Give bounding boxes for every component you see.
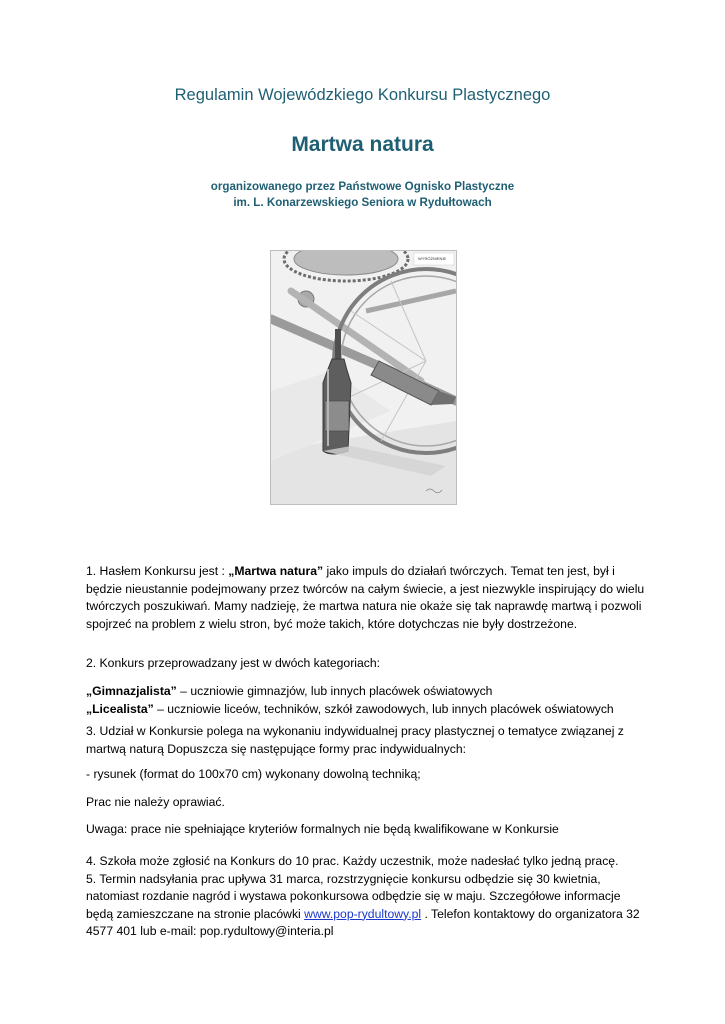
category-name: „Licealista” bbox=[86, 701, 154, 716]
organizer-line-1: organizowanego przez Państwowe Ognisko Plastyczne bbox=[210, 180, 515, 193]
categories-list bbox=[86, 683, 646, 718]
category-description: – uczniowie liceów, techników, szkół zawodowych, lub innych placówek oświatowych bbox=[153, 701, 614, 716]
section-1-prefix: 1. Hasłem Konkursu jest : bbox=[86, 564, 229, 578]
organizer-line-2: im. L. Konarzewskiego Seniora w Rydułtowach bbox=[233, 196, 492, 209]
section-5-paragraph bbox=[86, 871, 646, 941]
award-label: WYRÓŻNIENIE bbox=[418, 256, 447, 261]
section-3-paragraph: 3. Udział w Konkursie polega na wykonaniu indywidualnej pracy plastycznej o tematyce związanej z martwą naturą Dopuszcza się następujące formy prac indywidualnych: bbox=[86, 724, 624, 756]
category-item bbox=[86, 701, 646, 719]
contact-info: . Telefon kontaktowy do organizatora 32 4577 401 lub e-mail: pop.rydultowy@interia.pl bbox=[86, 906, 640, 938]
allowed-form-text: - rysunek (format do 100x70 cm) wykonany dowolną techniką; bbox=[86, 767, 421, 781]
section-2 bbox=[86, 655, 646, 673]
document-title: Martwa natura bbox=[291, 133, 434, 156]
category-item bbox=[86, 683, 646, 701]
pencil-drawing-bottle-bicycle-icon bbox=[271, 251, 456, 504]
contest-motto: „Martwa natura” bbox=[228, 564, 324, 578]
category-name: „Gimnazjalista” bbox=[86, 684, 177, 698]
section-5-text: 5. Termin nadsyłania prac upływa 31 marca, rozstrzygnięcie konkursu odbędzie się 30 kwietnia, natomiast rozdanie nagród i wystawa pokonkursowa odbędzie się w maju. Szczegółowe informacje będą zamieszczane na stronie placówki bbox=[86, 871, 621, 921]
section-2-intro: 2. Konkurs przeprowadzany jest w dwóch kategoriach: bbox=[86, 656, 381, 670]
section-1-text: jako impuls do działań twórczych. Temat ten jest, był i będzie nieustannie podejmowany przez twórców na całym świecie, a jest niezwykle inspirujący do wielu twórczych poszukiwań. Mamy nadzieję, że martwa natura nie okaże się tak naprawdę martwą i pozwoli spojrzeć na problem z wielu stron, być może takich, które dotychczas nie były dostrzeżone. bbox=[86, 564, 645, 631]
section-1 bbox=[86, 563, 646, 633]
section-4-5 bbox=[86, 853, 646, 941]
framing-note bbox=[86, 794, 646, 812]
allowed-form bbox=[86, 766, 646, 784]
organizer-block bbox=[0, 179, 725, 211]
warning-note-text: Uwaga: prace nie spełniające kryteriów formalnych nie będą kwalifikowane w Konkursie bbox=[86, 822, 559, 836]
website-link[interactable]: www.pop-rydultowy.pl bbox=[304, 906, 422, 921]
category-description: – uczniowie gimnazjów, lub innych placówek oświatowych bbox=[176, 684, 493, 698]
document-subtitle: Regulamin Wojewódzkiego Konkursu Plastycznego bbox=[174, 86, 551, 104]
still-life-drawing-image bbox=[270, 250, 457, 505]
framing-note-text: Prac nie należy oprawiać. bbox=[86, 795, 225, 809]
section-4-paragraph: 4. Szkoła może zgłosić na Konkurs do 10 prac. Każdy uczestnik, może nadesłać tylko jedną pracę. bbox=[86, 854, 619, 868]
section-1-paragraph bbox=[86, 563, 646, 633]
warning-note bbox=[86, 821, 646, 839]
section-3 bbox=[86, 723, 646, 758]
